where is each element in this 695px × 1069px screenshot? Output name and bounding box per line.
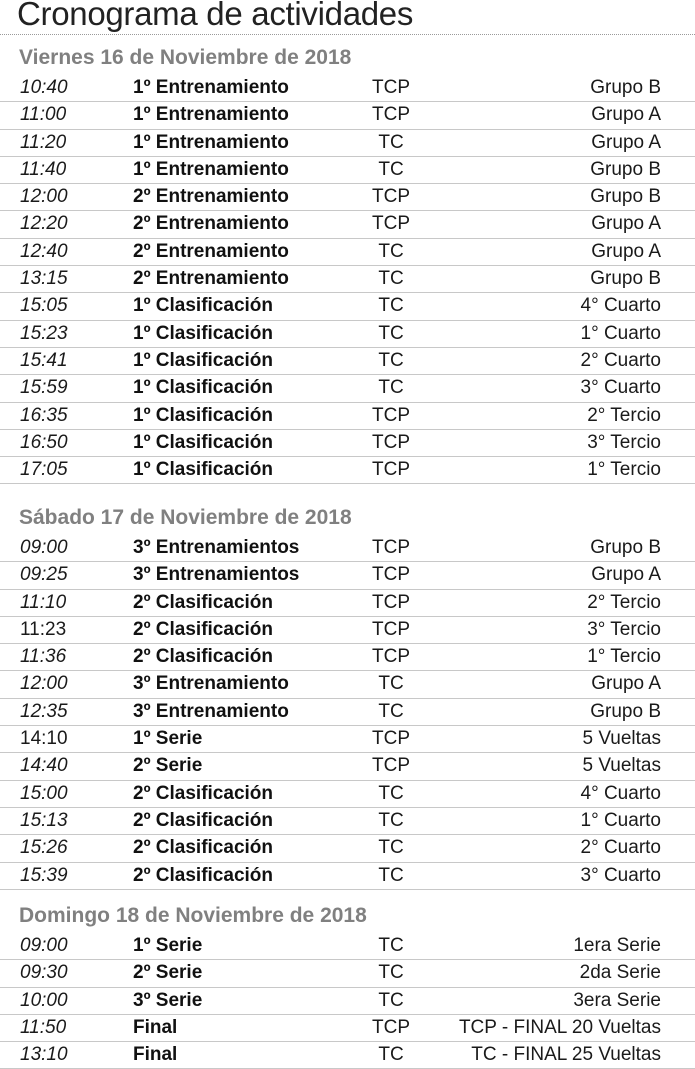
time-cell: 12:20 [20,213,68,235]
time-cell: 10:40 [20,77,68,98]
schedule-row [0,211,695,238]
schedule-row [0,671,695,698]
schedule-row [0,933,695,960]
schedule-row [0,753,695,780]
group-cell: 2° Cuarto [580,837,661,859]
group-cell: Grupo A [591,240,661,262]
category-cell: TC [378,809,404,831]
category-cell: TCP [372,431,410,453]
category-cell: TCP [372,459,410,481]
page-title: Cronograma de actividades [17,0,414,32]
group-cell: Grupo B [590,268,661,290]
activity-cell: 2º Clasificación [133,809,273,831]
activity-cell: 2º Entrenamiento [133,186,289,208]
group-cell: 1° Tercio [587,459,661,481]
activity-cell: 2º Serie [133,962,203,984]
time-cell: 15:05 [20,295,68,317]
day-heading: Viernes 16 de Noviembre de 2018 [19,46,352,69]
activity-cell: 2º Entrenamiento [133,213,289,235]
schedule-row [0,562,695,589]
group-cell: 4° Cuarto [580,295,661,317]
group-cell: 4° Cuarto [580,782,661,804]
time-cell: 13:10 [20,1044,68,1066]
activity-cell: Final [133,1016,178,1038]
category-cell: TCP [372,618,410,640]
group-cell: Grupo B [590,77,661,98]
category-cell: TC [378,377,404,399]
time-cell: 12:40 [20,240,68,262]
time-cell: 11:10 [20,591,67,613]
activity-cell: 2º Clasificación [133,837,273,859]
schedule-row [0,988,695,1015]
time-cell: 09:30 [20,962,68,984]
category-cell: TC [378,864,404,886]
group-cell: 3° Tercio [587,431,661,453]
category-cell: TC [378,962,404,984]
day-section [0,501,695,890]
time-cell: 15:23 [20,322,68,344]
schedule-row [0,960,695,987]
time-cell: 11:20 [20,131,67,153]
schedule-row [0,239,695,266]
schedule-row [0,781,695,808]
time-cell: 15:59 [20,377,68,399]
time-cell: 12:00 [20,673,68,695]
category-cell: TC [378,158,404,180]
activity-cell: 1º Entrenamiento [133,131,289,153]
activity-cell: 2º Clasificación [133,618,273,640]
schedule-row [0,590,695,617]
group-cell: Grupo B [590,186,661,208]
group-cell: 3era Serie [573,989,661,1011]
time-cell: 16:35 [20,404,68,426]
time-cell: 17:05 [20,459,68,481]
time-cell: 14:10 [20,728,68,750]
activity-cell: 3º Entrenamiento [133,673,289,695]
time-cell: 11:36 [20,646,67,668]
group-cell: Grupo B [590,537,661,558]
time-cell: 09:00 [20,935,68,956]
category-cell: TCP [372,77,410,98]
group-cell: 3° Cuarto [580,377,661,399]
schedule-row [0,321,695,348]
category-cell: TC [378,322,404,344]
activity-cell: 2º Clasificación [133,591,273,613]
category-cell: TC [378,1044,404,1066]
schedule-row [0,808,695,835]
title-divider [0,34,695,35]
activity-cell: 2º Serie [133,755,203,777]
activity-cell: 1º Serie [133,728,203,750]
activity-cell: 2º Clasificación [133,864,273,886]
schedule-row [0,293,695,320]
time-cell: 09:00 [20,537,68,558]
schedule-row [0,266,695,293]
schedule-row [0,535,695,562]
schedule-row [0,699,695,726]
time-cell: 11:40 [20,158,67,180]
activity-cell: 1º Entrenamiento [133,104,289,126]
activity-cell: 2º Clasificación [133,646,273,668]
schedule-row [0,184,695,211]
category-cell: TCP [372,104,410,126]
time-cell: 15:41 [20,349,68,371]
schedule-row [0,403,695,430]
category-cell: TC [378,673,404,695]
activity-cell: 3º Entrenamiento [133,700,289,722]
activity-cell: 1º Entrenamiento [133,158,289,180]
group-cell: TC - FINAL 25 Vueltas [471,1044,661,1066]
activity-cell: 1º Clasificación [133,459,273,481]
activity-cell: Final [133,1044,178,1066]
group-cell: 1° Cuarto [580,322,661,344]
time-cell: 11:23 [20,618,67,640]
activity-cell: 1º Clasificación [133,404,273,426]
time-cell: 11:50 [20,1016,67,1038]
category-cell: TC [378,240,404,262]
category-cell: TCP [372,591,410,613]
day-section [0,41,695,484]
group-cell: 2° Tercio [587,404,661,426]
category-cell: TC [378,782,404,804]
group-cell: 3° Tercio [587,618,661,640]
schedule-row [0,102,695,129]
activity-cell: 3º Serie [133,989,203,1011]
schedule-row [0,130,695,157]
activity-cell: 1º Serie [133,935,203,956]
activity-cell: 2º Entrenamiento [133,268,289,290]
category-cell: TCP [372,646,410,668]
activity-cell: 1º Clasificación [133,349,273,371]
day-heading: Sábado 17 de Noviembre de 2018 [19,506,352,529]
schedule-row [0,726,695,753]
activity-cell: 1º Entrenamiento [133,77,289,98]
category-cell: TCP [372,728,410,750]
group-cell: Grupo A [591,104,661,126]
activity-cell: 2º Entrenamiento [133,240,289,262]
schedule-row [0,75,695,102]
time-cell: 12:35 [20,700,68,722]
activity-cell: 2º Clasificación [133,782,273,804]
category-cell: TCP [372,404,410,426]
schedule-row [0,348,695,375]
activity-cell: 1º Clasificación [133,377,273,399]
group-cell: 1° Cuarto [580,809,661,831]
category-cell: TC [378,837,404,859]
schedule-row [0,863,695,890]
schedule-row [0,1015,695,1042]
group-cell: 3° Cuarto [580,864,661,886]
group-cell: 1era Serie [573,935,661,956]
group-cell: 1° Tercio [587,646,661,668]
time-cell: 14:40 [20,755,68,777]
time-cell: 16:50 [20,431,68,453]
category-cell: TC [378,295,404,317]
category-cell: TCP [372,755,410,777]
time-cell: 12:00 [20,186,68,208]
schedule-row [0,157,695,184]
time-cell: 15:13 [20,809,68,831]
day-section [0,899,695,1069]
category-cell: TC [378,700,404,722]
group-cell: Grupo A [591,673,661,695]
group-cell: Grupo A [591,213,661,235]
group-cell: 2° Cuarto [580,349,661,371]
schedule-row [0,644,695,671]
time-cell: 15:39 [20,864,68,886]
schedule-row [0,457,695,484]
day-heading: Domingo 18 de Noviembre de 2018 [19,904,367,927]
group-cell: 2da Serie [579,962,661,984]
group-cell: 5 Vueltas [582,728,661,750]
time-cell: 13:15 [20,268,68,290]
category-cell: TC [378,935,404,956]
category-cell: TCP [372,213,410,235]
activity-cell: 3º Entrenamientos [133,537,300,558]
group-cell: Grupo A [591,564,661,586]
group-cell: 2° Tercio [587,591,661,613]
time-cell: 15:26 [20,837,68,859]
category-cell: TCP [372,186,410,208]
category-cell: TC [378,268,404,290]
time-cell: 10:00 [20,989,68,1011]
schedule-row [0,617,695,644]
category-cell: TCP [372,537,410,558]
activity-cell: 3º Entrenamientos [133,564,300,586]
time-cell: 15:00 [20,782,68,804]
schedule-row [0,1042,695,1069]
time-cell: 11:00 [20,104,67,126]
activity-cell: 1º Clasificación [133,431,273,453]
category-cell: TC [378,131,404,153]
category-cell: TC [378,989,404,1011]
activity-cell: 1º Clasificación [133,322,273,344]
group-cell: Grupo A [591,131,661,153]
group-cell: 5 Vueltas [582,755,661,777]
category-cell: TCP [372,564,410,586]
group-cell: TCP - FINAL 20 Vueltas [458,1016,661,1038]
category-cell: TC [378,349,404,371]
group-cell: Grupo B [590,158,661,180]
schedule-row [0,835,695,862]
activity-cell: 1º Clasificación [133,295,273,317]
group-cell: Grupo B [590,700,661,722]
schedule-row [0,430,695,457]
schedule-row [0,375,695,402]
time-cell: 09:25 [20,564,68,586]
category-cell: TCP [372,1016,410,1038]
